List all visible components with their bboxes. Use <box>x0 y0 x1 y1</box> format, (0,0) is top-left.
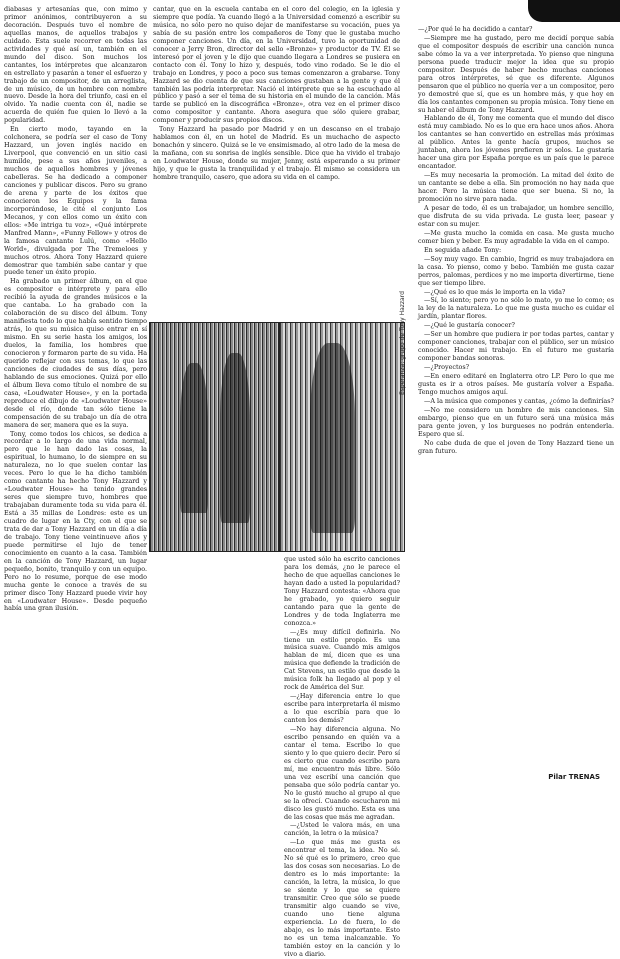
paragraph: Ha grabado un primer álbum, en el que es compositor e intérprete y para ello recibió la ayuda de grandes músicos e la que cantaba. Lo ha grabado con la colaboración de su disco del álbum. Tony manifiesta todo lo que había sentido tiempo atrás, lo que su música quiso entrar en sí mismo. En su serie hasta los amigos, los duelos, la familia, los hombres que conocieron y formaron parte de su vida. Ha querido reflejar con sus temas, lo que las canciones de ciudades de sus días, pero hablando de sus emociones. Quizá por ello el álbum lleva como título el nombre de su casa, «Loudwater House», y en la portada reproduce el dibujo de «Loudwater House» desde el río, donde tan sólo tiene la compensación de su trabajo un día de otra manera de ser, manera que es la suya. <box>4 277 147 429</box>
corner-graphic <box>528 0 620 22</box>
article-column-2-bottom <box>284 555 400 958</box>
paragraph: Hablando de él, Tony me comenta que el mundo del disco está muy cambiado. No es lo que era hace unos años. Ahora los cantantes se han convertido en estrellas más próximas al público. Antes la gente hacía grupos, muchos se juntaban, ahora los jóvenes prefieren ir solos. Le gustaría hacer una gira por España porque es un país que le parece encantador. <box>418 114 614 171</box>
paragraph: —Soy muy vago. En cambio, Ingrid es muy trabajadora en la casa. Yo pienso, como y bebo. También me gusta cazar perros, palomas, perdices y no me importa divertirme, tiene que ser tiempo libre. <box>418 254 614 287</box>
photo-left <box>149 322 279 552</box>
paragraph: —Lo que más me gusta es encontrar el tema, la idea. No sé. No sé qué es lo primero, creo que las dos cosas son necesarias. Lo de dentro es lo más importante: la canción, la letra, la música, lo que se siente y lo que se quiere transmitir. Creo que sólo se puede transmitir algo cuando se vive, cuando uno tiene alguna experiencia. Lo de fuera, lo de abajo, es lo más importante. Esto no es un tema inalcanzable. Yo también estoy en la canción y lo vivo a diario. <box>284 838 400 958</box>
article-column-1 <box>4 6 147 832</box>
paragraph: —¿Qué le gustaría conocer? <box>424 321 515 330</box>
paragraph: A pesar de todo, él es un trabajador, un hombre sencillo, que disfruta de su vida privada. Le gusta leer, pasear y estar con su mujer. <box>418 203 614 228</box>
author-signature: Pilar TRENAS <box>548 773 600 781</box>
paragraph: —¿Usted le valora más, en una canción, la letra o la música? <box>284 821 400 838</box>
paragraph: En cierto modo, tayando en la colchonera, se podría ser el caso de Tony Hazzard, un joven inglés nacido en Liverpool, que convenció en un sitio casi humilde, pese a sus años juveniles, a muchos de aquellos hombres y jóvenes cabelleras. Se ha dedicado a componer canciones y publicar discos. Pero su grano de arena y parte de los éxitos que conocieron los Equipos y la fama incorporándose, le cité el conjunto Los Mecanos, y con ellos como un éxito con ellos: «Me intriga tu voz», «Qué intérprete Manfred Mann», «Funny Fellow» y otros de la famosa cantante Lulú, como «Hello World», divulgada por The Tremeloes y muchos otros. Ahora Tony Hazzard quiere demostrar que también sabe cantar y que puede tener un éxito propio. <box>4 125 147 277</box>
paragraph: —Es muy necesaria la promoción. La mitad del éxito de un cantante se debe a ella. Sin promoción no hay nada que hacer. Pero la música tiene que ser buena. Si no, la promoción no sirve para nada. <box>418 171 614 204</box>
article-column-2-top <box>153 6 400 318</box>
paragraph: diabasas y artesanías que, con mimo y primor anónimos, contribuyeron a su decoración. Después tuvo el nombre de aquellas manos, de aquellos trabajos y cuidado. Esta suele recorrer en todas las actividades y qué así un, también en el mundo del disco. Son muchos los cantantes, los intérpretes que alcanzaron en estrellato y pasarán a tener el esfuerzo y trabajo de un compositor, de un arreglista, de un músico, de un hombre con nombre nuevo. Desde la hora del triunfo, casi en el olvido. Ya nadie cuenta con él, nadie se acuerda de quién fue quien lo llevó a la popularidad. <box>4 5 147 125</box>
paragraph: —Siempre me ha gustado, pero me decidí porque sabía que el compositor después de escribir una canción nunca sabe cómo la va a ver interpretada. Yo pienso que ninguna persona puede traducir mejor la idea que su propio compositor. Después de haber hecho muchas canciones para otros intérpretes, sé que es diferente. Algunos pensaron que el público no quería ver a un compositor, pero yo demostré que sí, que es un hombre más, y que hoy en día los cantantes componen su propia música. Tony tiene en su haber el álbum de Tony Hazzard. <box>418 33 614 114</box>
paragraph: —En enero editaré en Inglaterra otro LP. Pero lo que me gusta es ir a otros países. Me gustaría volver a España. Tengo muchos amigos aquí. <box>418 372 614 396</box>
paragraph: —¿Por qué le ha decidido a cantar? <box>418 25 533 33</box>
paragraph: En seguida añade Tony: <box>424 245 502 254</box>
paragraph: —¿Es muy difícil definirla. No tiene un estilo propio. Es una música suave. Cuando mis amigos hablan de mí, dicen que es una música que defiende la tradición de Cat Stevens, un estilo que desde la música folk ha llegado al pop y el rock de América del Sur. <box>284 627 400 692</box>
paragraph: —No me considero un hombre de mis canciones. Sin embargo, pienso que en un futuro será una música más para gente joven, y los burgueses no podrán entenderla. Espero que sí. <box>418 405 614 438</box>
article-column-3 <box>418 26 614 770</box>
paragraph: Tony Hazzard ha pasado por Madrid y en un descanso en el trabajo hablamos con él, en un hotel de Madrid. Es un muchacho de aspecto bonachón y sincero. Quizá se le ve ensimismado, al otro lado de la mesa de la mañana, con su sonrisa de inglés sensible. Dice que ha vivido el trabajo en Loudwater House, donde su mujer, Jenny, está esperando a su primer hijo, y que le gusta la tranquilidad y el trabajo. Él mismo se considera un hombre tranquilo, casero, que adora su vida en el campo. <box>153 125 400 182</box>
photo-right <box>279 322 405 552</box>
paragraph: cantar, que en la escuela cantaba en el coro del colegio, en la iglesia y siempre que podía. Ya cuando llegó a la Universidad comenzó a escribir su música, no sólo pero no quiso dejar de manifestarse su vocación, pues ya sabía de su pasión entre los compañeros de Tony que le gustaba mucho componer canciones. Un día, en la Universidad, tuvo la oportunidad de conocer a Jerry Bron, director del sello «Bronze» y productor de TV. Él se interesó por el joven y le dijo que cuando llegara a Londres se pusiera en contacto con él. Tony lo hizo y, después, todo vino rodado. Se le dio el trabajo en Londres, y poco a poco sus temas comenzaron a grabarse. Tony Hazzard se dio cuenta de que sus canciones gustaban a la gente y que él también las podría interpretar. Nació el intérprete que se ha escuchado al público y pasó a ser el tema de su historia en el mundo de la canción. Más tarde se publicó en la discográfica «Bronze», otra vez en el primer disco como compositor y cantante. Ahora asegura que sólo quiere grabar, componer y producir sus propios discos. <box>153 5 400 125</box>
photo-caption: Esperanza: grupo de Tony Hazzard <box>399 291 406 395</box>
paragraph: —A la música que compones y cantas, ¿cómo la definirías? <box>424 396 614 405</box>
paragraph: —Ser un hombre que pudiera ir por todas partes, cantar y componer canciones, trabajar con el público, ser un músico conocido. Hacer mi trabajo. En el futuro me gustaría componer bandas sonoras. <box>418 330 614 363</box>
paragraph: —¿Hay diferencia entre lo que escribe para interpretarla él mismo a lo que escribía para que lo canten los demás? <box>284 692 400 725</box>
paragraph: —¿Qué es lo que más le importa en la vida? <box>424 287 566 296</box>
paragraph: —¿Proyectos? <box>424 363 470 372</box>
paragraph: —Sí, lo siento; pero yo no sólo lo mato, yo me lo como; es la ley de la naturaleza. Lo que me gusta mucho es cuidar el jardín, plantar flores. <box>418 296 614 321</box>
paragraph: —No hay diferencia alguna. No escribo pensando en quién va a cantar el tema. Escribo lo que siento y lo que quiero decir. Pero sí es cierto que cuando escribo para mí, me encuentro más libre. Sólo una vez escribí una canción que pensaba que sólo podría cantar yo. No le gustó mucho al grupo al que se la ofrecí. Cuando escucharon mi disco les gustó mucho. Esta es una de las cosas que más me agradan. <box>284 725 400 821</box>
paragraph: —Me gusta mucho la comida en casa. Me gusta mucho comer bien y beber. Es muy agradable la vida en el campo. <box>418 228 614 245</box>
paragraph: No cabe duda de que el joven de Tony Hazzard tiene un gran futuro. <box>418 438 614 455</box>
paragraph: Tony, como todos los chicos, se dedica a recordar a lo largo de una vida normal, pero que le han dado las cosas, la espiritual, lo humano, lo de siempre en su naturaleza, no lo que suelen contar las veces. Pero lo que le ha dicho también como cantante ha hecho Tony Hazzard y «Loudwater House» ha tenido grandes seres que siempre tuvo, hombres que trabajaban duramente toda su vida para él. Está a 35 millas de Londres: este es un cuadro de lugar en la Cty, con el que se trata de dar a Tony Hazzard en un día a día de trabajo. Tony tiene veintinueve años y puede permitirse el lujo de tener conocimiento en cuanto a la casa. También en la canción de Tony Hazzard, un lugar pequeño, bonito, tranquilo y con un equipo. Pero no lo resume, porque de ese modo mucha gente le conoce a través de su primer disco Tony Hazzard puede vivir hoy en «Loudwater House». Desde pequeño había una gran ilusión. <box>4 429 147 613</box>
paragraph: que usted sólo ha escrito canciones para los demás, ¿no le parece el hecho de que aquellas canciones le hayan dado a usted la popularidad? Tony Hazzard contesta: «Ahora que he grabado, yo quiero seguir cantando para que la gente de Londres y de toda Inglaterra me conozca.» <box>284 555 400 627</box>
